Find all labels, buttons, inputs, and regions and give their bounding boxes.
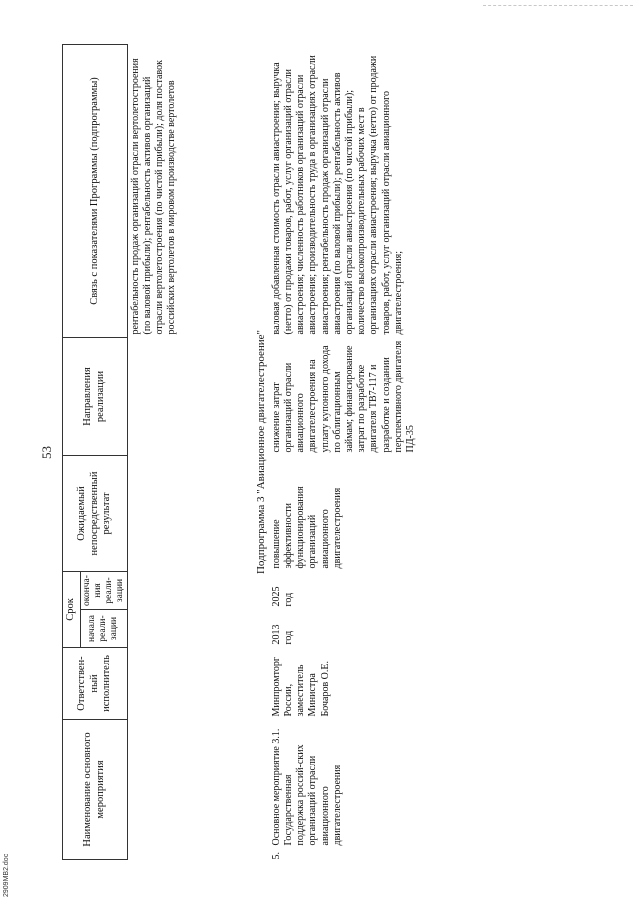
row-end: 2025 год — [270, 586, 294, 607]
program-table — [62, 44, 419, 860]
row-executor: Минпромторг России, заместитель Министра Бочаров О.Е. — [270, 657, 331, 717]
upper-row-links: рентабельность продаж организаций отрасли вертолетостроения (по валовой прибыли); рентабельность активов организаций отрасли вертолетостроения (по чистой прибыли); доля поставок российских вертолетов в мировом производстве вертолетов — [129, 58, 178, 335]
header-main-activity: Наименование основного мероприятия — [63, 720, 128, 860]
header-term-start: начала реали-зации — [80, 610, 127, 648]
header-expected-result: Ожидаемый непосредственный результат — [63, 455, 128, 571]
document-filename: 2909MB2.doc — [3, 853, 10, 897]
rotated-page-content — [39, 45, 552, 860]
row-directions: снижение затрат организаций отрасли авиационного двигателестроения на уплату купонного дохода по облигационным займам; финансирование затрат по разработке двигателя ТВ7-117 и разработке и создании перспективного двигателя ПД-35 — [270, 340, 416, 453]
row-start: 2013 год — [270, 624, 294, 645]
header-links: Связь с показателями Программы (подпрограммы) — [63, 44, 128, 337]
row-links: валовая добавленная стоимость отрасли авиастроения; выручка (нетто) от продажи товаров, работ, услуг организаций отрасли авиастроения; численность работников организаций отрасли авиастроения; производительность труда в организациях отрасли авиастроения; рентабельность продаж организаций отрасли авиастроения (по валовой прибыли); рентабельность активов организаций отрасли авиастроения (по чистой прибыли); количество высокопроизводительных рабочих мест в организациях отрасли авиастроения; выручка (нетто) от продажи товаров, работ, услуг организаций отрасли авиационного двигателестроения; — [270, 55, 404, 335]
top-edge-line — [483, 5, 633, 6]
header-executor: Ответствен-ный исполнитель — [63, 648, 128, 720]
row-result: повышение эффективности функционирования организаций авиационного двигателестроения — [270, 486, 343, 569]
subprogram-title: Подпрограмма 3 "Авиационное двигателестроение" — [254, 329, 267, 575]
row-number: 5. — [270, 852, 282, 860]
header-term: Срок — [63, 571, 81, 647]
row-activity-name: Основное мероприятие 3.1. Государственная поддержка россий-ских организаций отрасли авиационного двигателестроения — [270, 728, 343, 846]
page-number: 53 — [39, 446, 54, 459]
header-term-end: оконча-ния реали-зации — [80, 571, 127, 609]
header-directions: Направления реализации — [63, 337, 128, 455]
table-row — [269, 44, 419, 859]
